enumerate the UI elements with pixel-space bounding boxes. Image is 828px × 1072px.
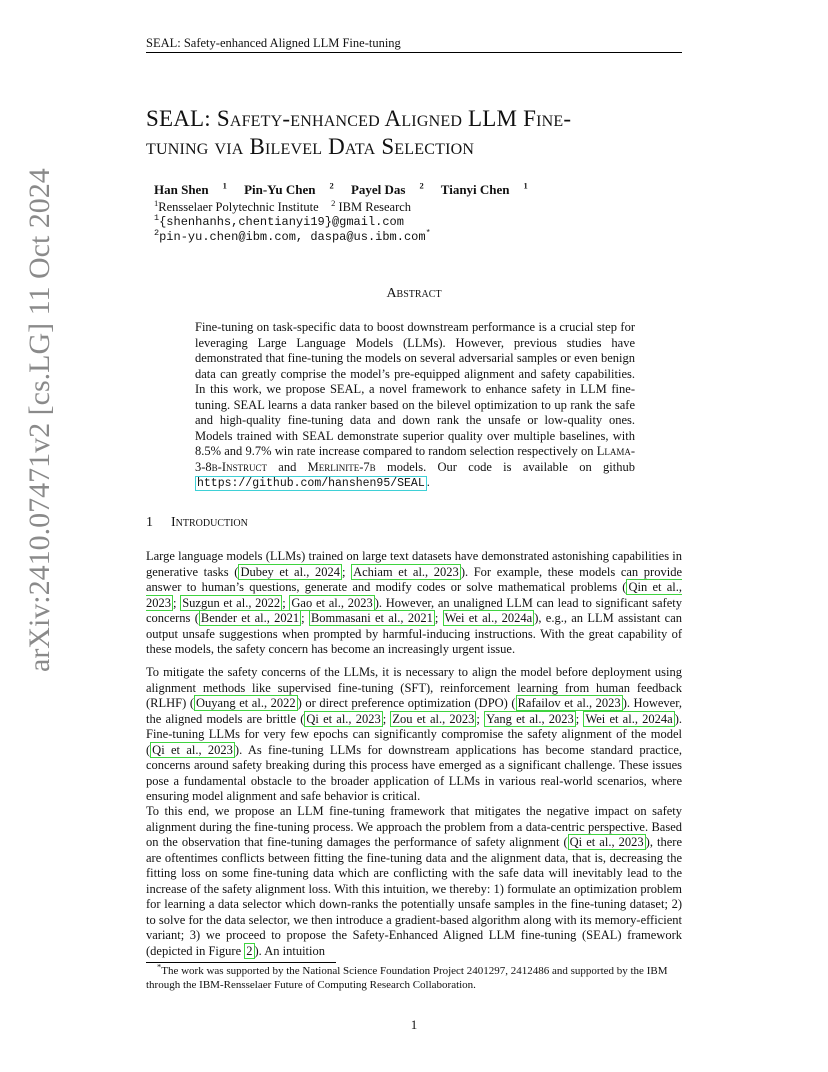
figure-link[interactable]: 2 [246, 943, 253, 958]
email-line-2: $^2$pin-yu.chen@ibm.com, daspa@us.ibm.com* [154, 228, 431, 244]
citation-link[interactable]: Qi et al., 2023 [569, 835, 644, 849]
abstract-body: Fine-tuning on task-specific data to boost downstream performance is a crucial step for leveraging Large Language Models (LLMs). However, previous studies have demonstrated that fine-tuning the models on several adversarial samples or even benign data can greatly comprise the model’s pre-equipped alignment and safety capabilities. In this work, we propose SEAL, a novel framework to enhance safety in LLM fine-tuning. SEAL learns a data ranker based on the bilevel optimization to up rank the safe and high-quality fine-tuning data and down rank the unsafe or low-quality ones. Models trained with SEAL demonstrate superior quality over multiple baselines, with 8.5% and 9.7% win rate increase compared to random selection respectively on Llama-3-8b-Instruct and Merlinite-7b models. Our code is available on github https://github.com/hanshen95/SEAL . [195, 320, 635, 490]
title-line-2: tuning via Bilevel Data Selection [146, 134, 475, 159]
model-name: Llama-3-8b-Instruct [195, 444, 635, 474]
author: Tianyi Chen $^1$ [440, 180, 528, 197]
citation-link[interactable]: Achiam et al., 2023 [353, 564, 459, 579]
footnote: *The work was supported by the National Science Foundation Project 2401297, 2412486 and supported by the IBM through the IBM-Rensselaer Future of Computing Research Collaboration. [146, 961, 668, 991]
author: Payel Das $^2$ [350, 180, 424, 197]
citation-link[interactable]: Qi et al., 2023 [152, 742, 233, 757]
citation-link[interactable]: Bender et al., 2021 [200, 611, 300, 625]
email-line-1: $^1${shenhanhs,chentianyi19}@gmail.com [154, 213, 404, 229]
citation-link[interactable]: Wei et al., 2024a [444, 611, 533, 625]
paper-title [146, 105, 706, 161]
paragraph: To mitigate the safety concerns of the LLMs, it is necessary to align the model before deployment using alignment methods like supervised fine-tuning (SFT), reinforcement learning from human feedback (RLHF) ( Ouyang et al., 2022 ) or direct preference optimization (DPO) ( Rafailov et al., 2023 ). However, the aligned models are brittle ( Qi et al., 2023 ; Zou et al., 2023 ; Yang et al., 2023 ; Wei et al., 2024a ). Fine-tuning LLMs for very few epochs can significantly compromise the safety alignment of the model ( Qi et al., 2023 ). As fine-tuning LLMs for downstream applications has become standard practice, concerns around safety breaking during this process have emerged as a significant challenge. These issues pose a fundamental obstacle to the broader application of LLMs in various real-world scenarios, where ensuring model alignment and safe behavior is critical. [146, 665, 682, 803]
citation-link[interactable]: Dubey et al., 2024 [240, 564, 340, 579]
paragraph: To this end, we propose an LLM fine-tuning framework that mitigates the negative impact on safety alignment during the fine-tuning process. We approach the problem from a data-centric perspective. Based on the observation that fine-tuning damages the performance of safety alignment ( Qi et al., 2023 ), there are oftentimes conflicts between fitting the fine-tuning data and the alignment data, that is, decreasing the fitting loss on some fine-tuning data which are conflicting with the safe data will inevitably lead to the increase of the safety alignment loss. With this intuition, we thereby: 1) formulate an optimization problem for learning a data selector which down-ranks the potentially unsafe samples in the fine-tuning dataset; 2) to solve for the data selector, we then introduce a gradient-based algorithm along with its memory-efficient variant; 3) we proceed to propose the Safety-Enhanced Aligned LLM fine-tuning (SEAL) framework (depicted in Figure 2 ). An intuition [146, 804, 682, 958]
citation-link[interactable]: Qin et al., 2023 [146, 580, 682, 610]
citation-link[interactable]: Yang et al., 2023 [486, 711, 574, 726]
citation-link[interactable]: Rafailov et al., 2023 [517, 696, 621, 710]
affiliation-1: Rensselaer Polytechnic Institute [158, 200, 319, 214]
citation-link[interactable]: Qi et al., 2023 [306, 711, 381, 726]
citation-link[interactable]: Zou et al., 2023 [392, 711, 475, 726]
author-list [154, 182, 542, 198]
affiliations: $^1$Rensselaer Polytechnic Institute $^2$ IBM Research [154, 197, 412, 214]
abstract-heading: Abstract [386, 286, 442, 301]
author: Pin-Yu Chen $^2$ [244, 180, 334, 197]
github-link[interactable]: https://github.com/hanshen95/SEAL [197, 477, 425, 490]
page-number: 1 [410, 1017, 418, 1032]
citation-link[interactable]: Wei et al., 2024a [585, 711, 673, 726]
model-name: Merlinite-7b [307, 459, 376, 474]
running-header: SEAL: Safety-enhanced Aligned LLM Fine-tuning [146, 36, 401, 50]
author: Han Shen $^1$ [154, 180, 227, 197]
citation-link[interactable]: Ouyang et al., 2022 [196, 696, 296, 710]
citation-link[interactable]: Suzgun et al., 2022 [182, 595, 281, 610]
citation-link[interactable]: Bommasani et al., 2021 [310, 611, 433, 625]
header-rule [146, 52, 682, 53]
citation-link[interactable]: Gao et al., 2023 [291, 595, 373, 610]
paragraph: Large language models (LLMs) trained on large text datasets have demonstrated astonishing capabilities in generative tasks ( Dubey et al., 2024 ; Achiam et al., 2023 ). For example, these models can provide answer to human’s questions, generate and modify codes or solve mathematical problems ( Qin et al., 2023 ; Suzgun et al., 2022 ; Gao et al., 2023 ). However, an unaligned LLM can lead to significant safety concerns ( Bender et al., 2021 ; Bommasani et al., 2021 ; Wei et al., 2024a ), e.g., an LLM assistant can output unsafe suggestions when prompted by harmful-inducing instructions. With the great capability of these models, the safety concern has become an increasingly urgent issue. [146, 549, 683, 656]
section-heading: 1 Introduction [146, 515, 248, 530]
affiliation-2: IBM Research [338, 200, 412, 214]
footnote-rule [146, 962, 336, 963]
arxiv-identifier: arXiv:2410.07471v2 [cs.LG] 11 Oct 2024 [23, 168, 56, 672]
title-line-1: SEAL: Safety-enhanced Aligned LLM Fine- [146, 106, 572, 131]
